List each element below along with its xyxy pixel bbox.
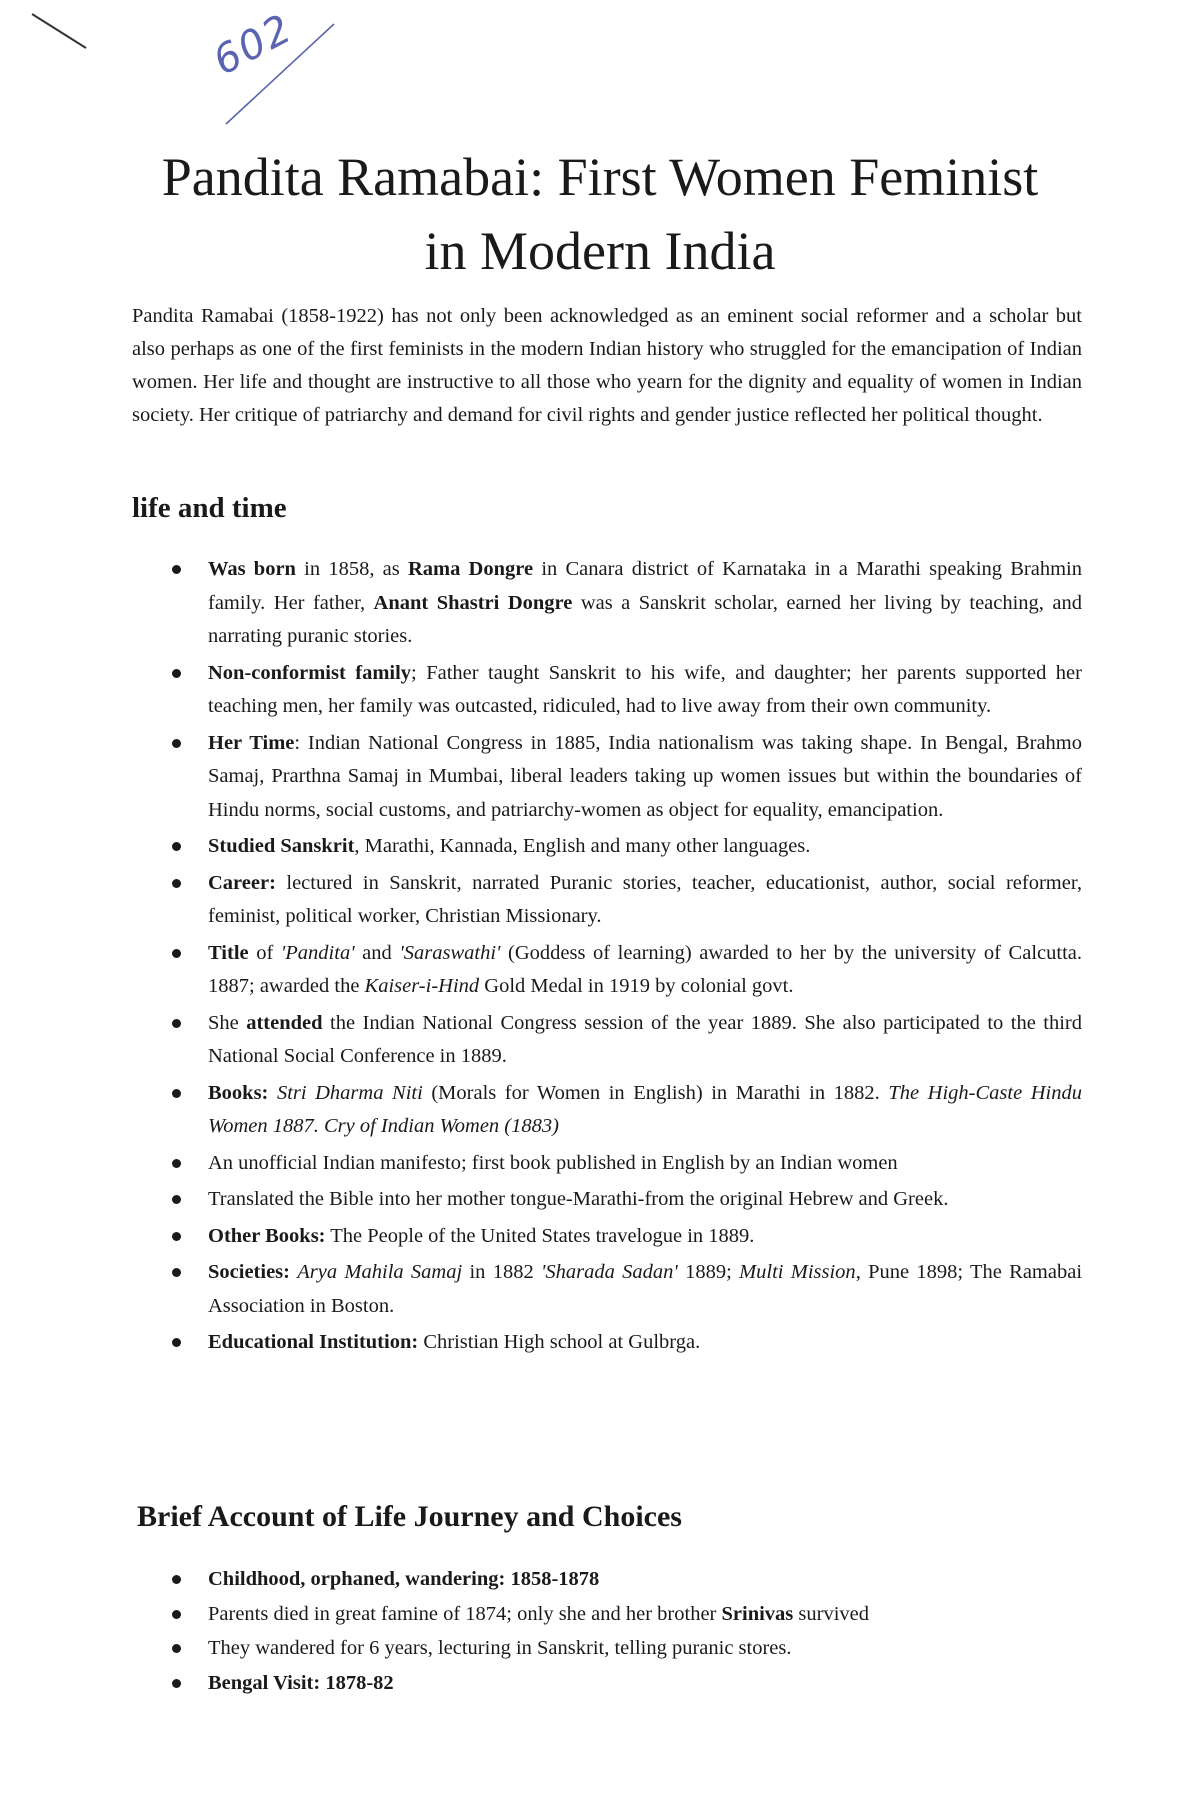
- bullet-icon: [172, 565, 181, 574]
- bullet-icon: [172, 1019, 181, 1028]
- bullet-icon: [172, 1610, 181, 1619]
- section-heading-life-and-time: life and time: [132, 492, 287, 524]
- bullet-icon: [172, 1575, 181, 1584]
- handwritten-page-number: 602: [206, 5, 301, 85]
- bullet-icon: [172, 1679, 181, 1688]
- bullet-icon: [172, 669, 181, 678]
- title-line-2: in Modern India: [424, 221, 776, 281]
- bullet-icon: [172, 1644, 181, 1653]
- brief-account-list: [170, 1563, 1082, 1701]
- life-and-time-list: [170, 553, 1082, 1363]
- list-item: Non-conformist family; Father taught Sanskrit to his wife, and daughter; her parents supported her teaching men, her family was outcasted, ridiculed, had to live away from their own community.: [170, 657, 1082, 724]
- list-item: Studied Sanskrit, Marathi, Kannada, English and many other languages.: [170, 830, 1082, 864]
- list-item: Was born in 1858, as Rama Dongre in Canara district of Karnataka in a Marathi speaking Brahmin family. Her father, Anant Shastri Dongre was a Sanskrit scholar, earned her living by teaching, and narrating puranic stories.: [170, 553, 1082, 654]
- list-item: Other Books: The People of the United States travelogue in 1889.: [170, 1220, 1082, 1254]
- list-item: She attended the Indian National Congress session of the year 1889. She also participated to the third National Social Conference in 1889.: [170, 1007, 1082, 1074]
- page-number-slash: [222, 20, 342, 130]
- list-item: An unofficial Indian manifesto; first book published in English by an Indian women: [170, 1147, 1082, 1181]
- bullet-icon: [172, 1232, 181, 1241]
- bullet-icon: [172, 739, 181, 748]
- intro-paragraph: Pandita Ramabai (1858-1922) has not only been acknowledged as an eminent social reformer and a scholar but also perhaps as one of the first feminists in the modern Indian history who struggled for the emancipation of Indian women. Her life and thought are instructive to all those who yearn for the dignity and equality of women in Indian society. Her critique of patriarchy and demand for civil rights and gender justice reflected her political thought.: [132, 305, 1082, 426]
- bullet-icon: [172, 1268, 181, 1277]
- list-item: Parents died in great famine of 1874; only she and her brother Srinivas survived: [170, 1598, 1082, 1632]
- bullet-icon: [172, 1089, 181, 1098]
- list-item: Societies: Arya Mahila Samaj in 1882 'Sharada Sadan' 1889; Multi Mission, Pune 1898; The Ramabai Association in Boston.: [170, 1256, 1082, 1323]
- section-heading-brief-account: Brief Account of Life Journey and Choices: [137, 1500, 682, 1533]
- bullet-icon: [172, 842, 181, 851]
- bullet-icon: [172, 1338, 181, 1347]
- bullet-icon: [172, 1195, 181, 1204]
- list-item: Her Time: Indian National Congress in 1885, India nationalism was taking shape. In Bengal, Brahmo Samaj, Prarthna Samaj in Mumbai, liberal leaders taking up women issues but within the boundaries of Hindu norms, social customs, and patriarchy-women as object for equality, emancipation.: [170, 727, 1082, 828]
- list-item: Career: lectured in Sanskrit, narrated Puranic stories, teacher, educationist, author, social reformer, feminist, political worker, Christian Missionary.: [170, 867, 1082, 934]
- title-line-1: Pandita Ramabai: First Women Feminist: [161, 147, 1039, 207]
- list-item: Educational Institution: Christian High school at Gulbrga.: [170, 1326, 1082, 1360]
- page-title: [100, 140, 1100, 288]
- list-item: Bengal Visit: 1878-82: [170, 1667, 1082, 1701]
- list-item: They wandered for 6 years, lecturing in Sanskrit, telling puranic stores.: [170, 1632, 1082, 1666]
- list-item: Books: Stri Dharma Niti (Morals for Women in English) in Marathi in 1882. The High-Caste Hindu Women 1887. Cry of Indian Women (1883): [170, 1077, 1082, 1144]
- list-item: Childhood, orphaned, wandering: 1858-1878: [170, 1563, 1082, 1597]
- bullet-icon: [172, 949, 181, 958]
- list-item: Title of 'Pandita' and 'Saraswathi' (Goddess of learning) awarded to her by the university of Calcutta. 1887; awarded the Kaiser-i-Hind Gold Medal in 1919 by colonial govt.: [170, 937, 1082, 1004]
- bullet-icon: [172, 879, 181, 888]
- bullet-icon: [172, 1159, 181, 1168]
- list-item: Translated the Bible into her mother tongue-Marathi-from the original Hebrew and Greek.: [170, 1183, 1082, 1217]
- corner-pencil-mark: [30, 12, 90, 52]
